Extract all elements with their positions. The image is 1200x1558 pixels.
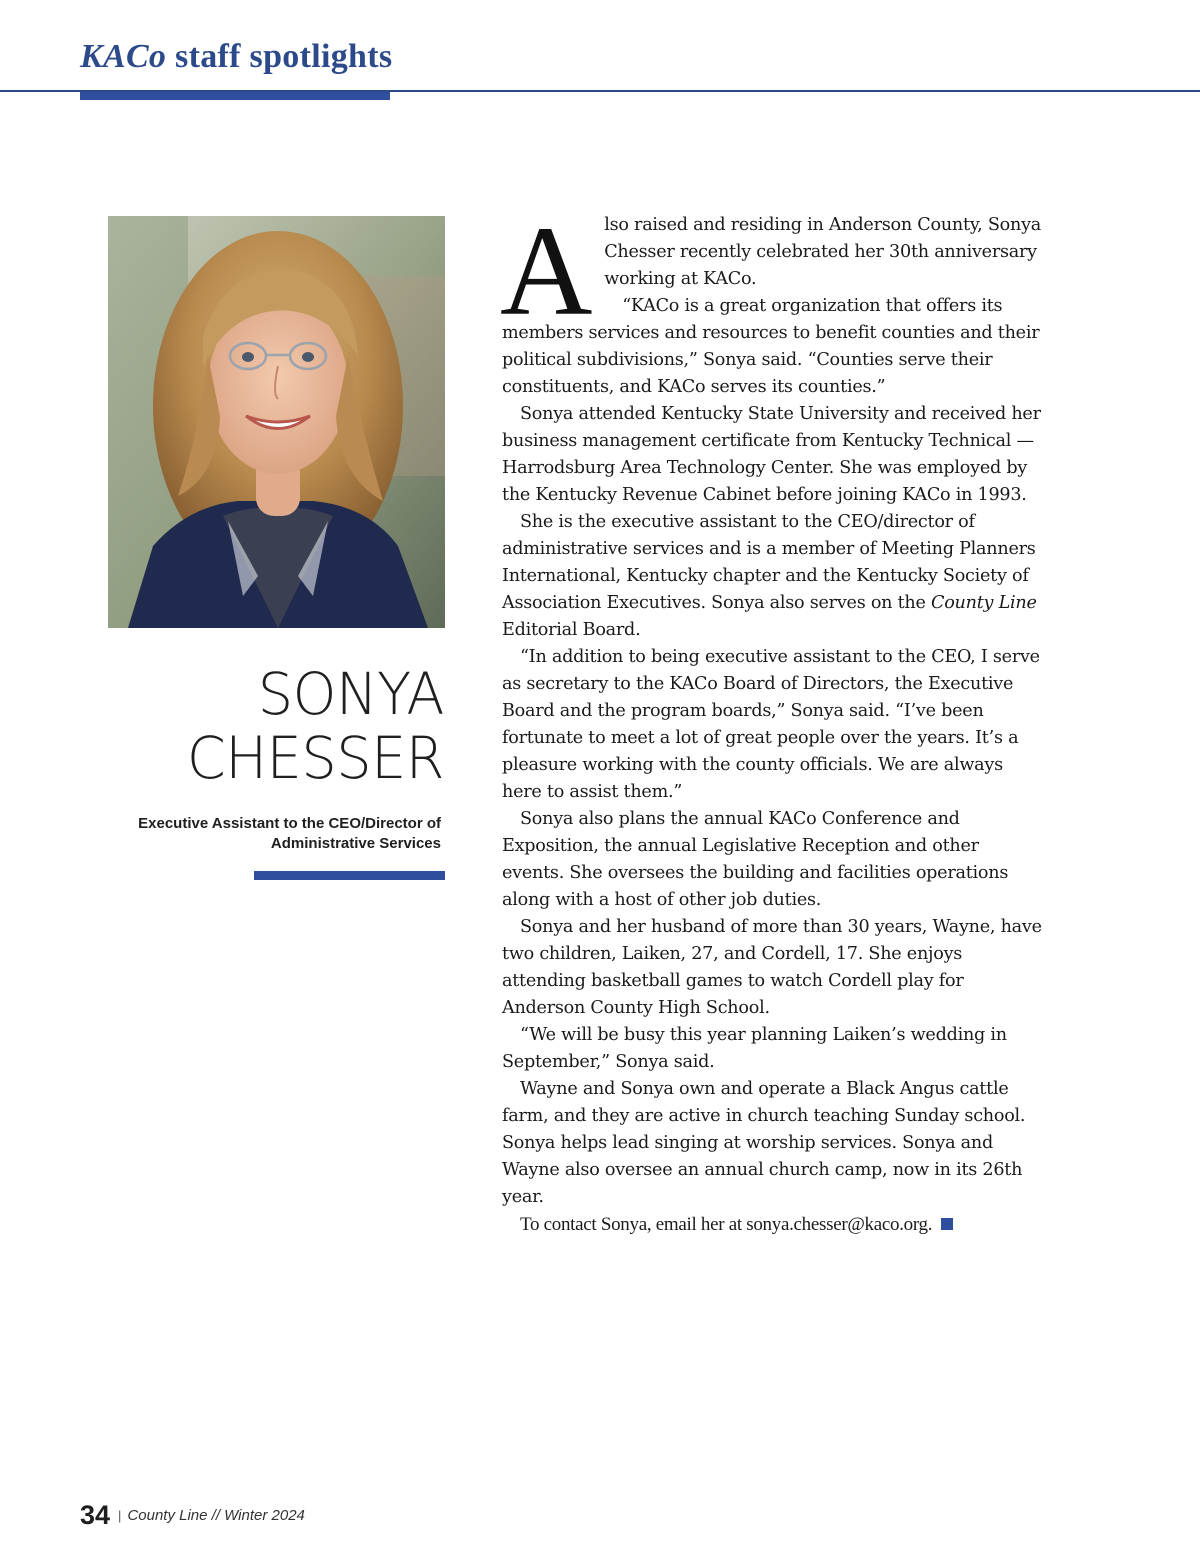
- article-paragraph: [502, 509, 1042, 644]
- publication-info: County Line // Winter 2024: [127, 1507, 305, 1524]
- article-paragraph: Sonya attended Kentucky State University and received her business management certificate from Kentucky Technical — Harrodsburg Area Technology Center. She was employed by the Kentucky Revenue Cabinet before joining KACo in 1993.: [502, 404, 1041, 505]
- footer-divider: |: [118, 1508, 122, 1523]
- person-last-name: CHESSER: [186, 724, 445, 792]
- title-accent-bar: [254, 871, 445, 880]
- article-paragraph: Sonya and her husband of more than 30 years, Wayne, have two children, Laiken, 27, and Cordell, 17. She enjoys attending basketball games to watch Cordell play for Anderson County High School.: [502, 917, 1042, 1018]
- end-mark-icon: [941, 1218, 953, 1230]
- page-footer: [80, 1500, 305, 1531]
- page-number: 34: [80, 1500, 111, 1530]
- article-body: [500, 200, 1042, 1238]
- header-accent-bar: [80, 92, 390, 100]
- article-paragraph: “In addition to being executive assistant to the CEO, I serve as secretary to the KACo Board of Directors, the Executive Board and the program boards,” Sonya said. “I’ve been fortunate to meet a lot of great people over the years. It’s a pleasure working with the county officials. We are always here to assist them.”: [502, 647, 1040, 802]
- job-title-line: Administrative Services: [270, 835, 441, 852]
- person-name: [100, 662, 444, 790]
- article-paragraph: “We will be busy this year planning Laiken’s wedding in September,” Sonya said.: [502, 1025, 1007, 1072]
- person-job-title: [100, 814, 441, 854]
- person-first-name: SONYA: [257, 660, 444, 728]
- article-paragraph-text: lso raised and residing in Anderson County, Sonya Chesser recently celebrated her 30th anniversary working at KACo.: [604, 215, 1042, 289]
- section-title: [80, 38, 392, 76]
- publication-name: County Line: [931, 593, 1037, 613]
- contact-line: [502, 1211, 1042, 1238]
- drop-cap: A: [500, 200, 593, 342]
- article-paragraph: Sonya also plans the annual KACo Conference and Exposition, the annual Legislative Reception and other events. She oversees the building and facilities operations along with a host of other job duties.: [502, 809, 1009, 910]
- article-paragraph-text: She is the executive assistant to the CEO/director of administrative services and is a member of Meeting Planners International, Kentucky chapter and the Kentucky Society of Association Executives. Sonya also serves on the: [502, 512, 1036, 613]
- article-paragraph: Wayne and Sonya own and operate a Black Angus cattle farm, and they are active in church teaching Sunday school. Sonya helps lead singing at worship services. Sonya and Wayne also oversee an annual church camp, now in its 26th year.: [502, 1079, 1026, 1207]
- job-title-line: Executive Assistant to the CEO/Director of: [138, 815, 441, 832]
- article-paragraph: “KACo is a great organization that offers its members services and resources to benefit counties and their political subdivisions,” Sonya said. “Counties serve their constituents, and KACo serves its counties.”: [502, 296, 1040, 397]
- section-title-brand: KACo: [80, 38, 167, 75]
- contact-text: To contact Sonya, email her at sonya.chesser@kaco.org.: [520, 1214, 933, 1235]
- portrait-photo: [108, 216, 445, 628]
- article-paragraph-text: Editorial Board.: [502, 620, 641, 640]
- portrait-illustration: [108, 216, 445, 628]
- section-title-text: staff spotlights: [166, 38, 393, 75]
